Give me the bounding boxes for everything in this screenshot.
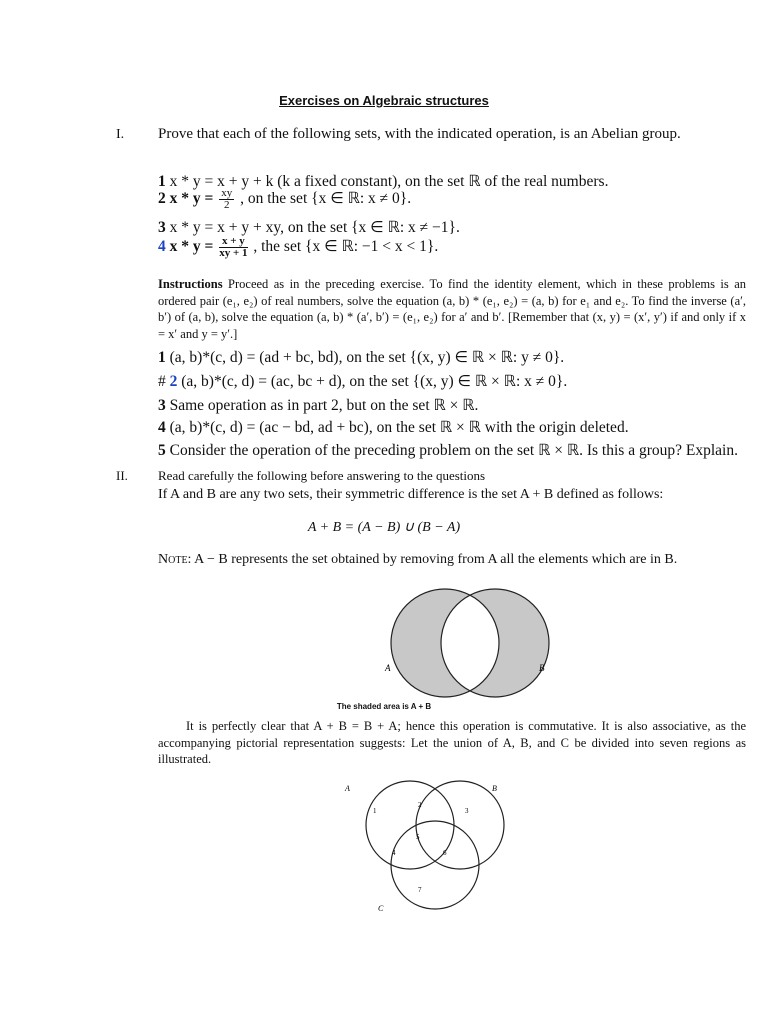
note-text: A − B represents the set obtained by removing from A all the elements which are in B. (191, 552, 678, 567)
item-number: 2 (158, 190, 166, 208)
item-number: 4 (158, 238, 166, 256)
venn-label-b: B (492, 784, 497, 793)
region-2: 2 (418, 801, 422, 809)
venn-caption: The shaded area is A + B (336, 702, 432, 711)
venn-label-c: C (378, 904, 384, 913)
item-number: 3 (158, 219, 166, 236)
instructions-paragraph (158, 276, 746, 342)
symmetric-difference-venn (375, 585, 565, 705)
section-1-intro: Prove that each of the following sets, with the indicated operation, is an Abelian group. (158, 126, 681, 142)
item-tail: , the set {x ∈ ℝ: −1 < x < 1}. (253, 238, 439, 256)
section-2-heading: Read carefully the following before answering to the questions (158, 468, 486, 483)
item-lead: x * y = (169, 238, 214, 256)
part-4: 4 (a, b)*(c, d) = (ac − bd, ad + bc), on the set ℝ × ℝ with the origin deleted. (158, 419, 629, 436)
region-4: 4 (392, 849, 396, 857)
exercise-item-3 (158, 218, 460, 237)
instructions-label: Instructions (158, 277, 223, 291)
associativity-paragraph: It is perfectly clear that A + B = B + A; hence this operation is commutative. It is also associative, as the accompanying pictorial representation suggests: Let the union of A, B, and C be divided into seven regions as illustrated. (158, 719, 746, 766)
instructions-text: Proceed as in the preceding exercise. To find the identity element, which in these problems is an ordered pair (e₁, e₂) of real numbers, solve the equation (a, b) * (e₁, e₂) = (a, b) for e₁ and e₂. To find the inverse (a′, b′) of (a, b), solve the equation (a, b) * (a′, b′) = (e₁, e₂) for a′ and b′. [Remember that (x, y) = (x′, y′) if and only if x = x′ and y = y′.] (158, 277, 746, 341)
region-3: 3 (465, 807, 469, 815)
symmetric-difference-formula: A + B = (A − B) ∪ (B − A) (307, 520, 461, 535)
note-line (158, 552, 677, 568)
item-text: x * y = x + y + k (k a fixed constant), on the set ℝ of the real numbers. (169, 173, 609, 190)
item-lead: x * y = (169, 190, 214, 208)
region-5: 5 (416, 833, 420, 841)
exercise-item-4 (158, 236, 438, 259)
region-1: 1 (373, 807, 377, 815)
part-2: # 2 (a, b)*(c, d) = (ac, bc + d), on the set {(x, y) ∈ ℝ × ℝ: x ≠ 0}. (158, 373, 568, 390)
region-7: 7 (418, 886, 422, 894)
section-2-numeral: II. (116, 468, 128, 483)
note-label: Note: (158, 552, 192, 567)
venn-label-b: B (539, 663, 545, 673)
venn-label-a: A (385, 663, 391, 673)
three-set-venn (335, 770, 535, 920)
exercise-item-2 (158, 188, 411, 211)
item-number: 1 (158, 173, 166, 190)
part-5: 5 Consider the operation of the preceding problem on the set ℝ × ℝ. Is this a group? Explain. (158, 442, 738, 459)
section-1-numeral: I. (116, 127, 125, 142)
part-3: 3 Same operation as in part 2, but on the set ℝ × ℝ. (158, 397, 479, 414)
venn-label-a: A (345, 784, 350, 793)
fraction: $\frac{x + y}{xy + 1}$ (219, 235, 248, 259)
part-1: 1 (a, b)*(c, d) = (ad + bc, bd), on the set {(x, y) ∈ ℝ × ℝ: y ≠ 0}. (158, 349, 565, 366)
item-text: x * y = x + y + xy, on the set {x ∈ ℝ: x ≠ −1}. (169, 219, 460, 236)
page-title: Exercises on Algebraic structures (279, 93, 489, 108)
definition-text: If A and B are any two sets, their symmetric difference is the set A + B defined as follows: (158, 487, 664, 502)
fraction: $\frac{xy}{2}$ (221, 187, 233, 211)
item-tail: , on the set {x ∈ ℝ: x ≠ 0}. (240, 190, 412, 208)
region-6: 6 (443, 849, 447, 857)
